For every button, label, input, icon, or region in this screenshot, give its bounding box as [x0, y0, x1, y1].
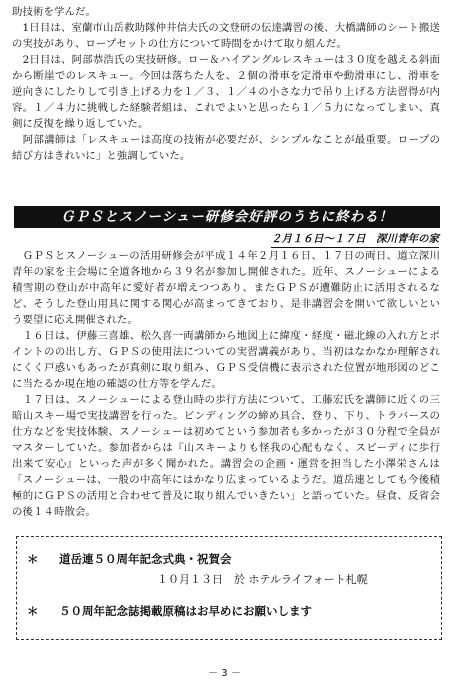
section-title-banner: ＧＰＳとスノーシュー研修会好評のうちに終わる！ — [14, 206, 440, 228]
notice-item-ceremony — [27, 551, 232, 567]
asterisk-icon: ＊ — [27, 552, 39, 566]
paragraph-intro: 助技術を学んだ。 — [12, 6, 96, 18]
paragraph-gps-day16: １６日は、伊藤三喜雄、松久喜一両講師から地図上に緯度・経度・磁北線の入れ方とポイントのの出し方、ＧＰＳの使用法についての実習講義があり、当初はなかなか理解されにくく戸惑いもあったが真剣に取り組み、ＧＰＳ受信機に表示された位置が地形図のどこに当たるか現在地の確認の仕方等を学んだ。 — [12, 330, 440, 390]
section-date-venue: ２月１６日～１７日 深川青年の家 — [271, 231, 439, 248]
paragraph-day2: 2日目は、阿部恭浩氏の実技研修。ロー＆ハイアングルレスキューは３０度を越える斜面から断崖でのレスキュー。今回は落ちた人を、２個の滑車を定滑車や動滑車にし、滑車を逆向きにしたりして引き上げる力を１／３、１／４の小さな力で吊り上げる方法習得が内容。１／４力に挑戦した経験者組は、これでよいと思ったら１／５力になってしまい、真剣に反復を繰り返していた。 — [12, 54, 440, 130]
notice-ceremony-detail: １０月１３日 於 ホテルライフォート札幌 — [157, 573, 368, 586]
notice-box — [16, 536, 442, 640]
paragraph-abe-quote: 阿部講師は「レスキューは高度の技術が必要だが、シンプルなことが最重要。ロープの結び方はきれいに」と強調していた。 — [12, 134, 440, 162]
paragraph-day1: 1日目は、室蘭市山岳救助隊仲井信夫氏の文登研の伝達講習の後、大橋講師のシート搬送の実技があり、ロープセットの仕方について時間をかけて取り組んだ。 — [12, 22, 440, 50]
page-number: － 3 － — [208, 668, 241, 679]
notice-item-manuscript — [27, 603, 312, 619]
notice-ceremony-label: 道岳連５０周年記念式典・祝賀会 — [59, 552, 232, 566]
paragraph-snowshoe-day17: １７日は、スノーシューによる登山時の歩行方法について、工藤宏氏を講師に近くの三暗山スキー場で実技講習を行った。ビンディングの締め具合、登り、下り、トラバースの仕方などを実技体験、スノーシューは初めてという参加者も多かったが３０分程で全員がマスターしていた。参加者からは『山スキーよりも怪我の心配もなく、スピーディに歩行出来て安心』といった声が多く聞かれた。講習会の企画・運営を担当した小澤栄さんは「スノーシューは、一般の中高年にはかなり広まっているようだ。道岳連としても今後積極的にＧＰＳの活用と合わせて普及に取り組んでいきたい」と語っていた。昼食、反省会の後１４時散会。 — [12, 394, 440, 518]
notice-manuscript-label: ５０周年記念誌掲載原稿はお早めにお願いします — [59, 604, 312, 618]
asterisk-icon: ＊ — [27, 604, 39, 618]
paragraph-gps-overview: ＧＰＳとスノーシューの活用研修会が平成１４年２月１６日、１７日の両日、道立深川青年の家を主会場に全道各地から３９名が参加し開催された。近年、スノーシューによる積雪期の登山が中高年に愛好者が増えつつあり、またＧＰＳが遭難防止に活用されるなど、そうした登山用具に関する関心が高まってきており、是非講習会を開いて欲しいという要望に応え開催された。 — [12, 250, 440, 326]
